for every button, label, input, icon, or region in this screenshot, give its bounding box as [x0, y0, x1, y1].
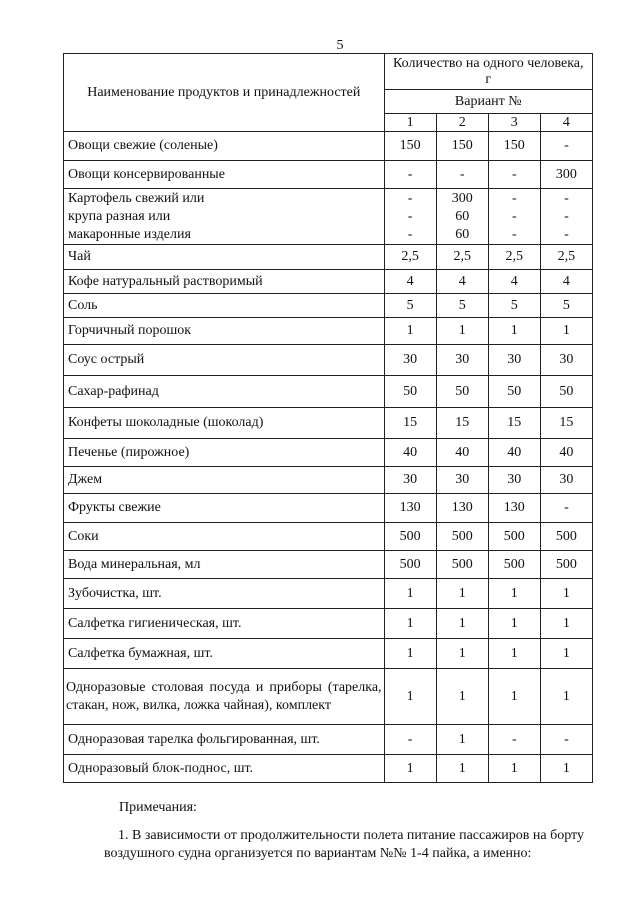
quantity-cell: 4 [384, 270, 436, 294]
quantity-cell: 1 [540, 755, 592, 783]
quantity-cell: 130 [384, 494, 436, 523]
quantity-cell: 40 [540, 439, 592, 467]
product-name: Зубочистка, шт. [64, 579, 385, 609]
quantity-line: - [564, 208, 569, 224]
quantity-cell: 130 [488, 494, 540, 523]
header-variant-label: Вариант № [384, 90, 592, 114]
product-name-line: Картофель свежий или [68, 190, 205, 206]
table-row [64, 669, 593, 725]
quantity-cell: 1 [436, 725, 488, 755]
quantity-cell: 30 [384, 345, 436, 376]
quantity-line: 60 [455, 208, 470, 224]
quantity-cell: - [540, 132, 592, 161]
quantity-cell: 30 [384, 467, 436, 494]
quantity-cell: 1 [384, 755, 436, 783]
quantity-cell [488, 189, 540, 245]
quantity-cell: 1 [540, 579, 592, 609]
quantity-cell: 1 [436, 669, 488, 725]
quantity-cell: 30 [436, 345, 488, 376]
quantity-cell: 5 [436, 294, 488, 318]
quantity-cell: 4 [540, 270, 592, 294]
quantity-cell: 500 [540, 523, 592, 551]
product-name: Овощи свежие (соленые) [64, 132, 385, 161]
quantity-cell: 50 [488, 376, 540, 408]
quantity-cell: 1 [540, 609, 592, 639]
quantity-line: - [564, 226, 569, 242]
note-paragraph: 1. В зависимости от продолжительности полета питание пассажиров на борту воздушного судна организуется по вариантам №№ 1-4 пайка, а именно: [104, 828, 584, 861]
quantity-cell [540, 189, 592, 245]
quantity-cell: 15 [436, 408, 488, 439]
header-name-column: Наименование продуктов и принадлежностей [64, 54, 385, 132]
quantity-cell: 50 [384, 376, 436, 408]
variant-number: 2 [436, 114, 488, 132]
table-row [64, 467, 593, 494]
quantity-cell: 1 [488, 318, 540, 345]
quantity-cell: 1 [540, 669, 592, 725]
quantity-cell: 4 [488, 270, 540, 294]
quantity-cell: 1 [540, 318, 592, 345]
quantity-cell: 5 [540, 294, 592, 318]
table-row [64, 755, 593, 783]
table-row [64, 161, 593, 189]
quantity-cell: 50 [436, 376, 488, 408]
quantity-cell: 2,5 [488, 245, 540, 270]
variant-number: 4 [540, 114, 592, 132]
quantity-cell: 30 [488, 345, 540, 376]
quantity-cell: - [540, 494, 592, 523]
quantity-line: 60 [455, 226, 470, 242]
quantity-line: - [407, 190, 413, 206]
table-row [64, 494, 593, 523]
table-row [64, 376, 593, 408]
products-table [63, 53, 593, 783]
table-row [64, 609, 593, 639]
quantity-cell: 5 [384, 294, 436, 318]
product-name: Фрукты свежие [64, 494, 385, 523]
quantity-cell: 1 [436, 579, 488, 609]
product-name: Сахар-рафинад [64, 376, 385, 408]
quantity-cell: 150 [384, 132, 436, 161]
quantity-cell: 1 [436, 639, 488, 669]
quantity-cell: 500 [488, 523, 540, 551]
product-name: Соус острый [64, 345, 385, 376]
quantity-cell: 500 [384, 551, 436, 579]
product-name: Соль [64, 294, 385, 318]
table-row [64, 270, 593, 294]
quantity-cell: 15 [488, 408, 540, 439]
variant-number: 3 [488, 114, 540, 132]
quantity-cell: - [488, 161, 540, 189]
quantity-cell: 1 [488, 669, 540, 725]
quantity-cell: - [436, 161, 488, 189]
quantity-cell: 1 [436, 755, 488, 783]
product-name-line: макаронные изделия [68, 226, 191, 242]
quantity-cell: 500 [436, 551, 488, 579]
quantity-cell: 1 [436, 318, 488, 345]
table-row [64, 639, 593, 669]
table-row [64, 189, 593, 245]
product-name: Конфеты шоколадные (шоколад) [64, 408, 385, 439]
quantity-cell: 500 [384, 523, 436, 551]
table-row [64, 439, 593, 467]
product-name: Овощи консервированные [64, 161, 385, 189]
quantity-cell: 500 [436, 523, 488, 551]
product-name: Одноразовый блок-поднос, шт. [64, 755, 385, 783]
product-name: Одноразовые столовая посуда и приборы (тарелка, стакан, нож, вилка, ложка чайная), комплект [64, 669, 385, 725]
table-row [64, 579, 593, 609]
quantity-cell: - [384, 161, 436, 189]
quantity-cell: 500 [540, 551, 592, 579]
quantity-cell: 500 [488, 551, 540, 579]
product-name: Кофе натуральный растворимый [64, 270, 385, 294]
quantity-cell: 1 [384, 579, 436, 609]
quantity-line: 300 [451, 190, 473, 206]
table-row [64, 523, 593, 551]
quantity-cell: 1 [488, 755, 540, 783]
quantity-cell: 2,5 [540, 245, 592, 270]
quantity-line: - [564, 190, 569, 206]
quantity-cell: 15 [384, 408, 436, 439]
table-row [64, 345, 593, 376]
quantity-cell: 1 [384, 318, 436, 345]
quantity-cell: 300 [540, 161, 592, 189]
product-name: Вода минеральная, мл [64, 551, 385, 579]
product-name: Соки [64, 523, 385, 551]
product-name: Салфетка гигиеническая, шт. [64, 609, 385, 639]
table-row [64, 294, 593, 318]
quantity-line: - [407, 226, 413, 242]
quantity-cell: 1 [488, 609, 540, 639]
table-row [64, 551, 593, 579]
table-row [64, 132, 593, 161]
table-row [64, 318, 593, 345]
quantity-cell: 50 [540, 376, 592, 408]
product-name-line: крупа разная или [68, 208, 171, 224]
header-quantity-column: Количество на одного человека, г [384, 54, 592, 90]
table-row [64, 725, 593, 755]
quantity-cell: 1 [384, 639, 436, 669]
quantity-line: - [511, 208, 517, 224]
quantity-cell: 1 [488, 579, 540, 609]
variant-number: 1 [384, 114, 436, 132]
notes-title: Примечания: [119, 800, 197, 815]
quantity-cell: 30 [540, 467, 592, 494]
quantity-cell: 30 [436, 467, 488, 494]
product-name: Чай [64, 245, 385, 270]
quantity-cell: 4 [436, 270, 488, 294]
quantity-line: - [511, 226, 517, 242]
quantity-cell: 130 [436, 494, 488, 523]
quantity-cell: 2,5 [436, 245, 488, 270]
quantity-cell: 1 [384, 609, 436, 639]
product-name: Джем [64, 467, 385, 494]
quantity-cell: 1 [436, 609, 488, 639]
quantity-cell: 1 [540, 639, 592, 669]
quantity-cell [384, 189, 436, 245]
quantity-cell: 150 [436, 132, 488, 161]
product-name [64, 189, 385, 245]
quantity-cell [436, 189, 488, 245]
quantity-cell: 150 [488, 132, 540, 161]
quantity-cell: - [384, 725, 436, 755]
quantity-cell: 40 [384, 439, 436, 467]
quantity-cell: 40 [436, 439, 488, 467]
quantity-cell: 2,5 [384, 245, 436, 270]
quantity-cell: 15 [540, 408, 592, 439]
table-row [64, 245, 593, 270]
quantity-cell: 5 [488, 294, 540, 318]
quantity-line: - [511, 190, 517, 206]
quantity-cell: - [540, 725, 592, 755]
quantity-cell: 1 [384, 669, 436, 725]
quantity-line: - [407, 208, 413, 224]
quantity-cell: 40 [488, 439, 540, 467]
quantity-cell: 1 [488, 639, 540, 669]
product-name: Одноразовая тарелка фольгированная, шт. [64, 725, 385, 755]
product-name: Горчичный порошок [64, 318, 385, 345]
quantity-cell: 30 [540, 345, 592, 376]
product-name: Печенье (пирожное) [64, 439, 385, 467]
product-name: Салфетка бумажная, шт. [64, 639, 385, 669]
quantity-cell: 30 [488, 467, 540, 494]
quantity-cell: - [488, 725, 540, 755]
page-number: 5 [336, 38, 344, 53]
table-row [64, 408, 593, 439]
